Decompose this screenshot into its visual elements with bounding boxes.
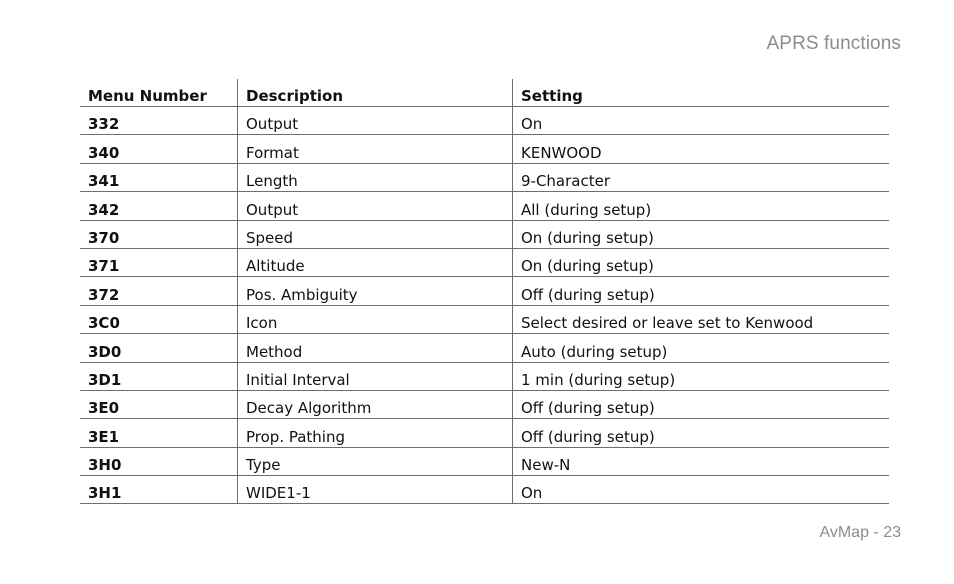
section-title: APRS functions — [766, 33, 901, 54]
page-number-footer: AvMap - 23 — [819, 524, 901, 541]
table-row — [80, 192, 889, 220]
description-cell: Decay Algorithm — [238, 390, 513, 418]
table-row — [80, 305, 889, 333]
table-row — [80, 107, 889, 135]
setting-cell: 9-Character — [513, 163, 890, 191]
table-row — [80, 476, 889, 504]
setting-cell: On (during setup) — [513, 248, 890, 276]
menu-number-cell: 372 — [80, 277, 238, 305]
menu-number-cell: 3H0 — [80, 447, 238, 475]
table-row — [80, 220, 889, 248]
menu-number-cell: 341 — [80, 163, 238, 191]
table-row — [80, 447, 889, 475]
menu-number-cell: 3E0 — [80, 390, 238, 418]
menu-number-cell: 332 — [80, 107, 238, 135]
menu-number-cell: 370 — [80, 220, 238, 248]
setting-cell: Select desired or leave set to Kenwood — [513, 305, 890, 333]
column-header-setting: Setting — [513, 79, 890, 107]
description-cell: Prop. Pathing — [238, 419, 513, 447]
description-cell: Icon — [238, 305, 513, 333]
description-cell: Type — [238, 447, 513, 475]
description-cell: Output — [238, 107, 513, 135]
menu-number-cell: 3H1 — [80, 476, 238, 504]
setting-cell: KENWOOD — [513, 135, 890, 163]
menu-number-cell: 371 — [80, 248, 238, 276]
menu-number-cell: 3D0 — [80, 334, 238, 362]
setting-cell: Off (during setup) — [513, 277, 890, 305]
description-cell: Format — [238, 135, 513, 163]
column-header-menu-number: Menu Number — [80, 79, 238, 107]
setting-cell: On (during setup) — [513, 220, 890, 248]
menu-number-cell: 340 — [80, 135, 238, 163]
setting-cell: 1 min (during setup) — [513, 362, 890, 390]
setting-cell: On — [513, 476, 890, 504]
setting-cell: Off (during setup) — [513, 390, 890, 418]
description-cell: Pos. Ambiguity — [238, 277, 513, 305]
description-cell: Output — [238, 192, 513, 220]
menu-number-cell: 3E1 — [80, 419, 238, 447]
description-cell: Method — [238, 334, 513, 362]
table-row — [80, 334, 889, 362]
description-cell: Initial Interval — [238, 362, 513, 390]
table-row — [80, 248, 889, 276]
description-cell: WIDE1-1 — [238, 476, 513, 504]
table-row — [80, 135, 889, 163]
description-cell: Altitude — [238, 248, 513, 276]
table-row — [80, 163, 889, 191]
table-row — [80, 390, 889, 418]
setting-cell: On — [513, 107, 890, 135]
menu-number-cell: 342 — [80, 192, 238, 220]
aprs-settings-table — [80, 79, 889, 504]
setting-cell: Off (during setup) — [513, 419, 890, 447]
table-row — [80, 419, 889, 447]
table-header-row — [80, 79, 889, 107]
table-row — [80, 277, 889, 305]
setting-cell: All (during setup) — [513, 192, 890, 220]
column-header-description: Description — [238, 79, 513, 107]
setting-cell: New-N — [513, 447, 890, 475]
table-row — [80, 362, 889, 390]
menu-number-cell: 3D1 — [80, 362, 238, 390]
menu-number-cell: 3C0 — [80, 305, 238, 333]
setting-cell: Auto (during setup) — [513, 334, 890, 362]
description-cell: Length — [238, 163, 513, 191]
description-cell: Speed — [238, 220, 513, 248]
